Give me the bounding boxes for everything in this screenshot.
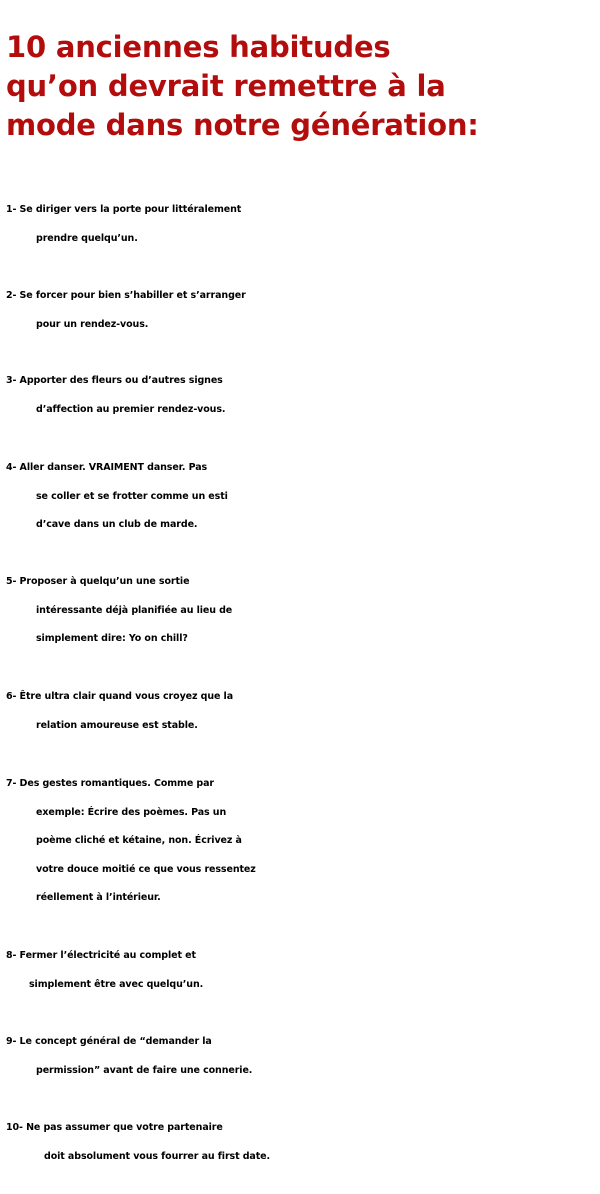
item-10-line-2: doit absolument vous fourrer au first date. — [44, 1150, 271, 1162]
item-6-line-2: relation amoureuse est stable. — [36, 719, 198, 731]
item-7-line-4: votre douce moitié ce que vous ressentez — [36, 863, 256, 875]
title-line-2: qu’on devrait remettre à la — [6, 69, 446, 103]
item-5-line-3: simplement dire: Yo on chill? — [36, 633, 188, 644]
item-4-line-2: se coller et se frotter comme un esti — [36, 490, 228, 502]
list-item-6 — [6, 683, 598, 740]
item-5-line-1: 5- Proposer à quelqu’un une sortie — [6, 576, 190, 587]
list-item-5 — [6, 568, 598, 654]
item-8-line-1: 8- Fermer l’électricité au complet et — [6, 950, 196, 961]
item-3-line-2: d’affection au premier rendez-vous. — [36, 403, 226, 415]
item-10-line-1: 10- Ne pas assumer que votre partenaire — [6, 1122, 223, 1133]
item-7-line-2: exemple: Écrire des poèmes. Pas un — [36, 806, 227, 818]
item-8-line-2: simplement être avec quelqu’un. — [29, 978, 204, 990]
item-1-line-1: 1- Se diriger vers la porte pour littéralement — [6, 204, 242, 215]
item-2-line-1: 2- Se forcer pour bien s’habiller et s’arranger — [6, 290, 246, 301]
item-9-line-2: permission” avant de faire une connerie. — [36, 1064, 253, 1076]
item-4-line-1: 4- Aller danser. VRAIMENT danser. Pas — [6, 462, 208, 473]
list-item-10 — [6, 1114, 598, 1171]
item-2-line-2: pour un rendez-vous. — [36, 318, 149, 330]
item-7-line-1: 7- Des gestes romantiques. Comme par — [6, 778, 214, 789]
list-item-9 — [6, 1028, 598, 1085]
item-6-line-1: 6- Être ultra clair quand vous croyez que la — [6, 691, 234, 702]
list-item-1 — [6, 196, 598, 253]
title-line-3: mode dans notre génération: — [6, 108, 479, 142]
list-item-3 — [6, 367, 598, 424]
item-4-line-3: d’cave dans un club de marde. — [36, 519, 198, 530]
item-9-line-1: 9- Le concept général de “demander la — [6, 1036, 212, 1047]
list-item-7 — [6, 770, 598, 913]
item-3-line-1: 3- Apporter des fleurs ou d’autres signes — [6, 375, 223, 386]
item-7-line-3: poème cliché et kétaine, non. Écrivez à — [36, 835, 242, 846]
title-line-1: 10 anciennes habitudes — [6, 30, 391, 64]
page-title — [6, 28, 596, 145]
list-item-4 — [6, 454, 598, 540]
item-7-line-5: réellement à l’intérieur. — [36, 892, 161, 903]
item-5-line-2: intéressante déjà planifiée au lieu de — [36, 604, 233, 616]
list-item-2 — [6, 282, 598, 339]
item-1-line-2: prendre quelqu’un. — [36, 232, 138, 244]
list-item-8 — [6, 942, 598, 999]
